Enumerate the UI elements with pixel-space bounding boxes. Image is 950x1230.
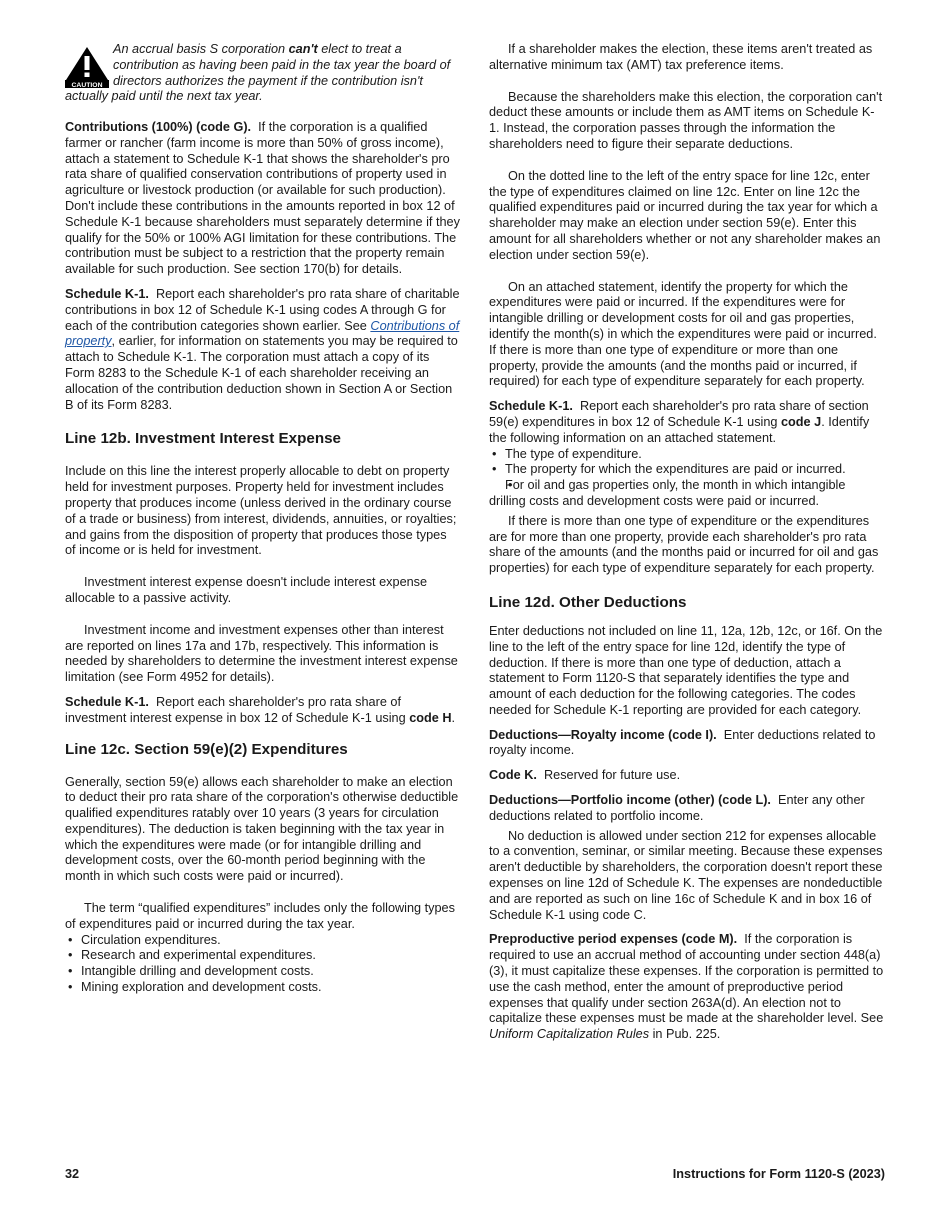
caution-icon bbox=[65, 46, 109, 88]
page-number: 32 bbox=[65, 1167, 80, 1181]
portfolio-p2: No deduction is allowed under section 212 for expenses allocable to a convention, seminar, or similar meeting. Because these expenses aren't deductible by shareholders, the corporation doesn't report these expenses on line 12d of Schedule K. The expenses are nondeductible and are reported as such on line 16c of Schedule K and in box 16 of Schedule K-1 using code C. bbox=[489, 828, 883, 922]
code-k-paragraph bbox=[489, 768, 885, 784]
k1-contrib-lead: Schedule K-1. bbox=[65, 286, 149, 301]
line-12b-heading: Line 12b. Investment Interest Expense bbox=[65, 430, 342, 448]
k1-12c-info-list bbox=[489, 447, 885, 510]
right-p3: On the dotted line to the left of the entry space for line 12c, enter the type of expenditures claimed on line 12c. Enter on line 12c the qualified expenditures paid or incurred during the tax year for which a shareholder may make an election under section 59(e). Enter this amount for all shareholders whether or not any shareholder makes an election under section 59(e). bbox=[489, 168, 881, 262]
line-12d-p1: Enter deductions not included on line 11, 12a, 12b, 12c, or 16f. On the line to the left of the entry space for line 12d, identify the type of deduction. If there is more than one type of deduction, attach a statement to Form 1120-S that separately identifies the type and amount of each deduction for the following categories. The codes needed for Schedule K-1 reporting are provided for each category. bbox=[489, 623, 883, 717]
caution-text-post: elect to treat a contribution as having been paid in the tax year the board of directors authorizes the payment if the contribution isn't actually paid until the next tax year. bbox=[65, 42, 451, 104]
line-12b-p2: Investment interest expense doesn't include interest expense allocable to a passive activity. bbox=[65, 575, 428, 605]
line-12c-p1: Generally, section 59(e) allows each shareholder to make an election to deduct their pro rata share of the corporation's otherwise deductible qualified expenditures ratably over 10 years (3 years for circulation expenditures). The deduction is taken beginning with the tax year in which the expenditures were made (or for intangible drilling and development costs, over the 60-month period beginning with the month in which such costs were paid or incurred). bbox=[65, 774, 459, 884]
portfolio-paragraph bbox=[489, 793, 885, 825]
right-column bbox=[489, 42, 885, 1043]
k1-12b-body: Report each shareholder's pro rata share of investment interest expense in box 12 of Schedule K-1 using bbox=[65, 694, 410, 725]
contributions-of-property-link[interactable]: Contributions of property bbox=[65, 318, 460, 349]
document-title-footer: Instructions for Form 1120-S (2023) bbox=[672, 1167, 885, 1181]
contributions-paragraph bbox=[65, 120, 460, 278]
portfolio-lead: Deductions—Portfolio income (other) (code L). bbox=[489, 793, 771, 808]
line-12b-p1: Include on this line the interest properly allocable to debt on property held for investment purposes. Property held for investment includes property that produces income (unless derived in the ordinary course of a trade or business) from interest, dividends, annuities, or royalties; and gains from the disposition of property that produces those types of income or is held for investment. bbox=[65, 464, 457, 558]
list-item: • Mining exploration and development costs. bbox=[65, 980, 460, 996]
preproductive-paragraph bbox=[489, 932, 885, 1043]
caution-box bbox=[65, 42, 460, 106]
k1-12b-lead: Schedule K-1. bbox=[65, 694, 149, 709]
k1-12b-code: code H bbox=[409, 710, 452, 725]
list-item: • The type of expenditure. bbox=[489, 447, 885, 463]
schedule-k1-12b-paragraph bbox=[65, 695, 460, 727]
code-k-lead: Code K. bbox=[489, 768, 537, 783]
list-item: • The property for which the expenditures are paid or incurred. bbox=[489, 462, 885, 478]
expenditure-types-list bbox=[65, 933, 460, 996]
line-12c-p2: The term “qualified expenditures” includes only the following types of expenditures paid or incurred during the tax year. bbox=[65, 901, 455, 931]
caution-text-pre: An accrual basis S corporation bbox=[113, 42, 289, 56]
prepro-end: in Pub. 225. bbox=[649, 1027, 721, 1042]
line-12d-heading: Line 12d. Other Deductions bbox=[489, 593, 687, 611]
list-item: • Research and experimental expenditures. bbox=[65, 948, 460, 964]
k1-12c-body: Report each shareholder's pro rata share of section 59(e) expenditures in box 12 of Schedule K-1 using bbox=[489, 399, 869, 429]
schedule-k1-12c-paragraph bbox=[489, 399, 885, 446]
portfolio-body: Enter any other deductions related to portfolio income. bbox=[489, 793, 865, 823]
list-item: • Circulation expenditures. bbox=[65, 933, 460, 949]
prepro-lead: Preproductive period expenses (code M). bbox=[489, 932, 738, 947]
code-k-body: Reserved for future use. bbox=[544, 768, 681, 783]
list-item: • Intangible drilling and development costs. bbox=[65, 964, 460, 980]
list-item: • For oil and gas properties only, the month in which intangible drilling costs and development costs were paid or incurred. bbox=[489, 478, 885, 510]
k1-12c-code: code J bbox=[781, 414, 822, 429]
k1-contrib-body-post: , earlier, for information on statements you may be required to attach to Schedule K-1. The corporation must attach a copy of its Form 8283 to the Schedule K-1 of each shareholder receiving an allocation of the contribution deduction shown in Section A or Section B of its Form 8283. bbox=[65, 334, 458, 412]
k1-12c-after: If there is more than one type of expenditure or the expenditures are for more than one property, provide each shareholder's pro rata share of the amounts (and the months paid or incurred for oil and gas properties) for each type of expenditure separately for each property. bbox=[489, 513, 879, 576]
contributions-lead: Contributions (100%) (code G). bbox=[65, 120, 252, 134]
right-p4: On an attached statement, identify the property for which the expenditures were paid or incurred. If the expenditures were for intangible drilling or development costs for oil and gas properties, identify the month(s) in which the expenditures were paid or incurred. If there is more than one type of expenditure or more than one property, provide the amounts (and the months paid or incurred, if required) for each type of expenditure separately for each property. bbox=[489, 279, 877, 389]
k1-12c-lead: Schedule K-1. bbox=[489, 399, 573, 414]
prepro-body: If the corporation is required to use an accrual method of accounting under section 448(a)(3), it must capitalize these expenses. If the corporation is permitted to use the cash method, enter the amount of preproductive period expenses that qualify under section 263A(d). An election not to capitalize these expenses must be made at the shareholder level. See bbox=[489, 932, 884, 1026]
caution-text-bold: can't bbox=[288, 42, 318, 56]
royalty-paragraph bbox=[489, 728, 885, 760]
line-12b-p3: Investment income and investment expenses other than interest are reported on lines 17a and 17b, respectively. This information is needed by shareholders to determine the investment interest expense limitation (see Form 4952 for details). bbox=[65, 622, 458, 685]
right-p1: If a shareholder makes the election, these items aren't treated as alternative minimum tax (AMT) tax preference items. bbox=[489, 42, 873, 72]
right-p2: Because the shareholders make this election, the corporation can't deduct these amounts or include them as AMT items on Schedule K-1. Instead, the corporation passes through the information the shareholders need to figure their separate deductions. bbox=[489, 89, 883, 151]
prepro-italic: Uniform Capitalization Rules bbox=[489, 1027, 650, 1042]
k1-12c-body-post: . Identify the following information on an attached statement. bbox=[489, 414, 870, 445]
schedule-k1-contributions-paragraph bbox=[65, 287, 460, 413]
royalty-body: Enter deductions related to royalty income. bbox=[489, 727, 876, 758]
contributions-body: If the corporation is a qualified farmer or rancher (farm income is more than 50% of gross income), attach a statement to Schedule K-1 that shows the shareholder's pro rata share of qualified conservation contributions of property used in agriculture or livestock production (or available for such production). Don't include these contributions in the amounts reported in box 12 of Schedule K-1 because shareholders must separately determine if they qualify for the 50% or 100% AGI limitation for these contributions. The contribution must be subject to a restriction that the property remain available for such production. See section 170(b) for details. bbox=[65, 120, 460, 277]
k1-contrib-body-pre: Report each shareholder's pro rata share of charitable contributions in box 12 of Schedule K-1 using codes A through G for each of the contribution categories shown earlier. See bbox=[65, 286, 460, 333]
line-12c-heading: Line 12c. Section 59(e)(2) Expenditures bbox=[65, 740, 348, 758]
k1-12b-end: . bbox=[451, 710, 456, 725]
royalty-lead: Deductions—Royalty income (code I). bbox=[489, 727, 717, 742]
left-column bbox=[65, 42, 460, 996]
caution-icon-label: CAUTION bbox=[71, 81, 103, 88]
